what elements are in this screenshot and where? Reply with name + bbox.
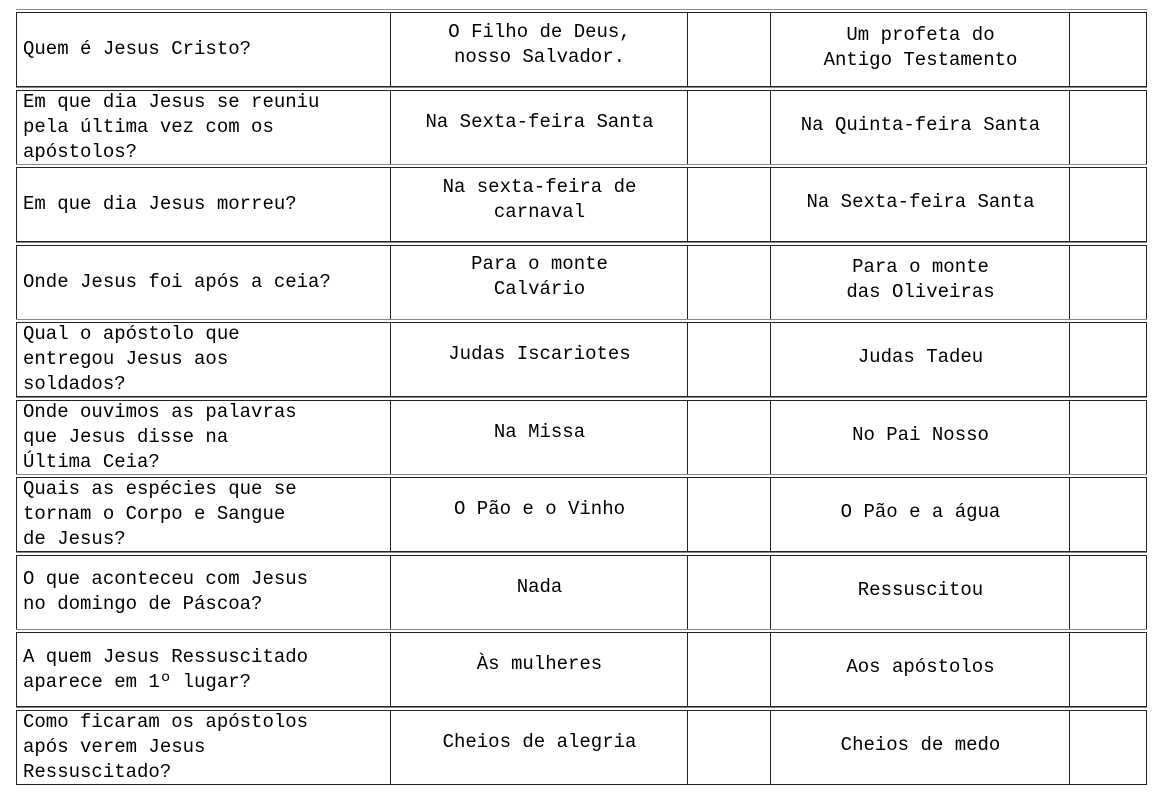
table-row [16, 555, 1147, 630]
table-row [16, 400, 1147, 475]
answer-box-a[interactable] [687, 91, 771, 164]
question-cell: Qual o apóstolo que entregou Jesus aos soldados? [16, 323, 391, 396]
question-cell: Em que dia Jesus se reuniu pela última vez com os apóstolos? [16, 91, 391, 164]
quiz-table [16, 12, 1147, 787]
option-a-cell: O Pão e o Vinho [390, 478, 688, 551]
table-row [16, 167, 1147, 242]
answer-box-a[interactable] [687, 633, 771, 706]
option-a-cell: Para o monte Calvário [390, 246, 688, 319]
option-b-cell: Judas Tadeu [770, 323, 1070, 396]
option-a-cell: Judas Iscariotes [390, 323, 688, 396]
question-cell: Como ficaram os apóstolos após verem Jesus Ressuscitado? [16, 711, 391, 784]
question-cell: Quem é Jesus Cristo? [16, 13, 391, 86]
option-a-cell: O Filho de Deus, nosso Salvador. [390, 13, 688, 86]
option-a-cell: Nada [390, 556, 688, 629]
question-cell: Em que dia Jesus morreu? [16, 168, 391, 241]
option-a-cell: Às mulheres [390, 633, 688, 706]
table-row [16, 322, 1147, 397]
option-b-cell: Cheios de medo [770, 711, 1070, 784]
table-row [16, 632, 1147, 707]
answer-box-b[interactable] [1069, 478, 1147, 551]
option-b-cell: Na Quinta-feira Santa [770, 91, 1070, 164]
table-row [16, 12, 1147, 87]
answer-box-a[interactable] [687, 478, 771, 551]
option-a-cell: Cheios de alegria [390, 711, 688, 784]
option-b-cell: Na Sexta-feira Santa [770, 168, 1070, 241]
option-a-cell: Na Sexta-feira Santa [390, 91, 688, 164]
table-row [16, 477, 1147, 552]
answer-box-b[interactable] [1069, 711, 1147, 784]
question-cell: Quais as espécies que se tornam o Corpo e Sangue de Jesus? [16, 478, 391, 551]
question-cell: Onde ouvimos as palavras que Jesus disse na Última Ceia? [16, 401, 391, 474]
answer-box-a[interactable] [687, 711, 771, 784]
answer-box-b[interactable] [1069, 246, 1147, 319]
answer-box-b[interactable] [1069, 13, 1147, 86]
answer-box-b[interactable] [1069, 168, 1147, 241]
answer-box-b[interactable] [1069, 633, 1147, 706]
answer-box-b[interactable] [1069, 323, 1147, 396]
answer-box-a[interactable] [687, 246, 771, 319]
question-cell: Onde Jesus foi após a ceia? [16, 246, 391, 319]
option-b-cell: Ressuscitou [770, 556, 1070, 629]
question-cell: A quem Jesus Ressuscitado aparece em 1º lugar? [16, 633, 391, 706]
answer-box-b[interactable] [1069, 556, 1147, 629]
answer-box-a[interactable] [687, 401, 771, 474]
table-row [16, 90, 1147, 165]
option-b-cell: Para o monte das Oliveiras [770, 246, 1070, 319]
answer-box-a[interactable] [687, 556, 771, 629]
table-row [16, 245, 1147, 320]
answer-box-a[interactable] [687, 168, 771, 241]
option-b-cell: O Pão e a água [770, 478, 1070, 551]
table-row [16, 710, 1147, 785]
option-a-cell: Na sexta-feira de carnaval [390, 168, 688, 241]
question-cell: O que aconteceu com Jesus no domingo de Páscoa? [16, 556, 391, 629]
option-b-cell: Aos apóstolos [770, 633, 1070, 706]
answer-box-a[interactable] [687, 323, 771, 396]
answer-box-a[interactable] [687, 13, 771, 86]
option-b-cell: Um profeta do Antigo Testamento [770, 13, 1070, 86]
option-a-cell: Na Missa [390, 401, 688, 474]
option-b-cell: No Pai Nosso [770, 401, 1070, 474]
answer-box-b[interactable] [1069, 401, 1147, 474]
answer-box-b[interactable] [1069, 91, 1147, 164]
